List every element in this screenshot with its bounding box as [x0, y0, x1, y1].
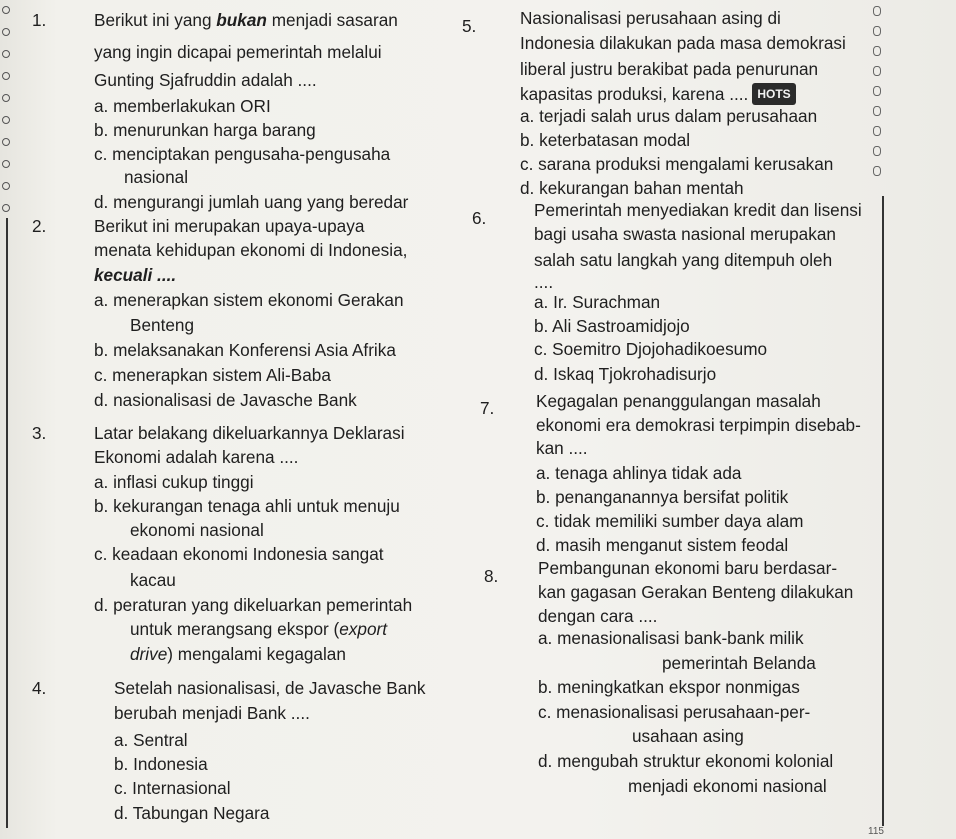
question-text: dengan cara .... [538, 606, 658, 626]
option-d-cont: menjadi ekonomi nasional [628, 776, 827, 796]
option-c[interactable]: c. sarana produksi mengalami kerusakan [520, 154, 834, 174]
question-text: Indonesia dilakukan pada masa demokrasi [520, 33, 846, 53]
question-text: salah satu langkah yang ditempuh oleh [534, 250, 833, 270]
option-d[interactable]: d. mengurangi jumlah uang yang beredar [94, 192, 409, 212]
page-frame-left [6, 218, 8, 828]
option-b[interactable]: b. menurunkan harga barang [94, 120, 316, 140]
question-text: kan gagasan Gerakan Benteng dilakukan [538, 582, 854, 602]
option-b[interactable]: b. keterbatasan modal [520, 130, 691, 150]
question-text: yang ingin dicapai pemerintah melalui [94, 42, 382, 62]
option-b[interactable]: b. Indonesia [114, 754, 208, 774]
hots-badge: HOTS [752, 83, 795, 105]
option-a[interactable]: a. terjadi salah urus dalam perusahaan [520, 106, 818, 126]
page-frame-right [882, 196, 884, 826]
binder-rings-right [871, 0, 885, 190]
option-c[interactable]: c. tidak memiliki sumber daya alam [536, 511, 804, 531]
option-d[interactable]: d. Iskaq Tjokrohadisurjo [534, 364, 717, 384]
option-b[interactable]: b. meningkatkan ekspor nonmigas [538, 677, 800, 697]
option-b[interactable]: b. Ali Sastroamidjojo [534, 316, 690, 336]
question-text-kecuali: kecuali .... [94, 265, 177, 285]
binder-rings-left [0, 0, 14, 220]
question-text: .... [534, 272, 554, 292]
question-text: Berikut ini merupakan upaya-upaya [94, 216, 365, 236]
option-a[interactable]: a. menasionalisasi bank-bank milik [538, 628, 804, 648]
question-text: ekonomi era demokrasi terpimpin disebab- [536, 415, 861, 435]
option-a[interactable]: a. tenaga ahlinya tidak ada [536, 463, 742, 483]
option-d[interactable]: d. kekurangan bahan mentah [520, 178, 744, 198]
question-number: 4. [32, 678, 47, 698]
option-c-cont: nasional [124, 167, 189, 187]
option-b[interactable]: b. penanganannya bersifat politik [536, 487, 789, 507]
question-text: Pemerintah menyediakan kredit dan lisensi [534, 200, 862, 220]
option-c[interactable]: c. menasionalisasi perusahaan-per- [538, 702, 811, 722]
question-number: 6. [472, 208, 487, 228]
option-d[interactable]: d. masih menganut sistem feodal [536, 535, 789, 555]
option-d[interactable]: d. Tabungan Negara [114, 803, 270, 823]
option-a[interactable]: a. memberlakukan ORI [94, 96, 271, 116]
question-text: bagi usaha swasta nasional merupakan [534, 224, 836, 244]
option-c[interactable]: c. Internasional [114, 778, 231, 798]
option-b-cont: ekonomi nasional [130, 520, 264, 540]
question-text: Pembangunan ekonomi baru berdasar- [538, 558, 838, 578]
page-number: 115 [868, 826, 884, 837]
option-c[interactable]: c. keadaan ekonomi Indonesia sangat [94, 544, 384, 564]
question-number: 5. [462, 16, 477, 36]
option-d-cont: drive) mengalami kegagalan [130, 644, 346, 664]
option-a-cont: pemerintah Belanda [662, 653, 816, 673]
option-d[interactable]: d. nasionalisasi de Javasche Bank [94, 390, 357, 410]
option-d[interactable]: d. peraturan yang dikeluarkan pemerintah [94, 595, 413, 615]
option-d[interactable]: d. mengubah struktur ekonomi kolonial [538, 751, 834, 771]
question-number: 3. [32, 423, 47, 443]
option-c-cont: kacau [130, 570, 176, 590]
option-a-cont: Benteng [130, 315, 195, 335]
option-c-cont: usahaan asing [632, 726, 744, 746]
question-number: 8. [484, 566, 499, 586]
question-text: Gunting Sjafruddin adalah .... [94, 70, 317, 90]
question-number: 2. [32, 216, 47, 236]
question-text: Nasionalisasi perusahaan asing di [520, 8, 781, 28]
option-a[interactable]: a. inflasi cukup tinggi [94, 472, 254, 492]
question-number: 7. [480, 398, 495, 418]
question-text: Berikut ini yang bukan menjadi sasaran [94, 10, 398, 30]
option-c[interactable]: c. Soemitro Djojohadikoesumo [534, 339, 768, 359]
option-a[interactable]: a. menerapkan sistem ekonomi Gerakan [94, 290, 404, 310]
question-text: Setelah nasionalisasi, de Javasche Bank [114, 678, 426, 698]
question-number: 1. [32, 10, 47, 30]
question-text: menata kehidupan ekonomi di Indonesia, [94, 240, 408, 260]
option-d-cont: untuk merangsang ekspor (export [130, 619, 388, 639]
question-text: kan .... [536, 438, 588, 458]
question-text: Ekonomi adalah karena .... [94, 447, 299, 467]
option-b[interactable]: b. kekurangan tenaga ahli untuk menuju [94, 496, 400, 516]
option-c[interactable]: c. menciptakan pengusaha-pengusaha [94, 144, 391, 164]
question-text: kapasitas produksi, karena .... HOTS [520, 83, 796, 105]
option-c[interactable]: c. menerapkan sistem Ali-Baba [94, 365, 331, 385]
question-text: berubah menjadi Bank .... [114, 703, 310, 723]
option-a[interactable]: a. Ir. Surachman [534, 292, 661, 312]
option-a[interactable]: a. Sentral [114, 730, 188, 750]
question-text: Kegagalan penanggulangan masalah [536, 391, 821, 411]
question-text: Latar belakang dikeluarkannya Deklarasi [94, 423, 405, 443]
question-text: liberal justru berakibat pada penurunan [520, 59, 819, 79]
option-b[interactable]: b. melaksanakan Konferensi Asia Afrika [94, 340, 396, 360]
